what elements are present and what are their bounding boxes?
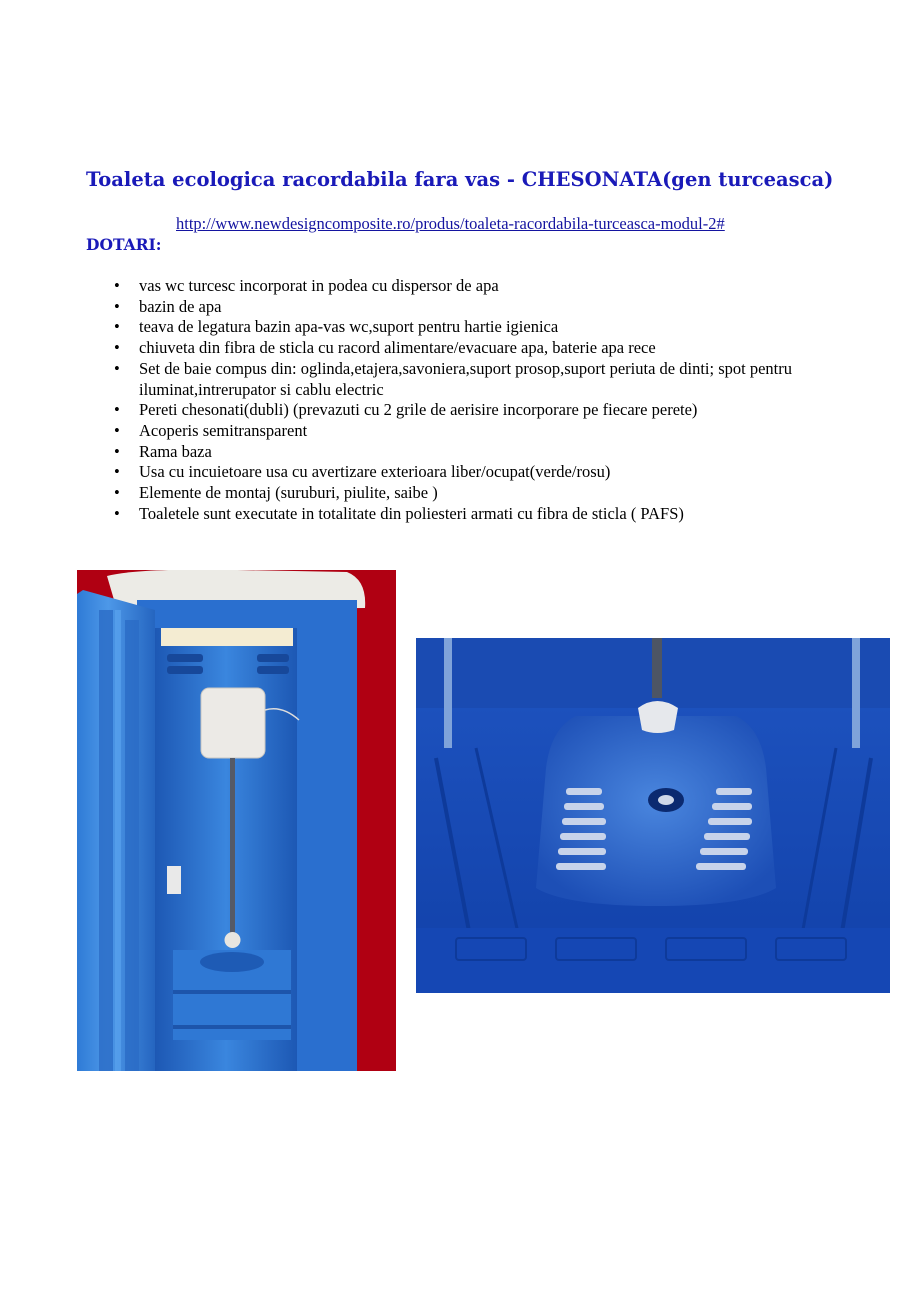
bullet: • [114,483,120,503]
list-item: • teava de legatura bazin apa-vas wc,suport pentru hartie igienica [114,317,559,337]
list-item: • Set de baie compus din: oglinda,etajera,savoniera,suport prosop,suport periuta de dinti; spot pentru iluminat,intrerupator si cablu electric [114,358,792,399]
product-link[interactable]: http://www.newdesigncomposite.ro/produs/toaleta-racordabila-turceasca-modul-2# [176,214,725,233]
bullet: • [114,400,120,420]
list-item: • Toaletele sunt executate in totalitate din poliesteri armati cu fibra de sticla ( PAFS) [114,503,684,523]
squat-toilet-photo [416,638,890,993]
bullet: • [114,358,120,378]
bullet: • [114,420,120,440]
list-item: • Elemente de montaj (suruburi, piulite, saibe ) [114,483,438,503]
bullet: • [114,503,120,523]
document-title: Toaleta ecologica racordabila fara vas - CHESONATA(gen turceasca) [86,168,834,191]
list-item: • vas wc turcesc incorporat in podea cu dispersor de apa [114,276,499,295]
list-item: • chiuveta din fibra de sticla cu racord alimentare/evacuare apa, baterie apa rece [114,338,656,358]
bullet: • [114,296,120,316]
cabin-photo [77,570,396,1071]
bullet: • [114,276,120,295]
list-item: • Rama baza [114,441,212,461]
list-item: • bazin de apa [114,296,222,316]
bullet: • [114,441,120,461]
equipment-list [114,276,874,524]
bullet: • [114,462,120,482]
list-item: • Pereti chesonati(dubli) (prevazuti cu 2 grile de aerisire incorporare pe fiecare perete) [114,400,698,420]
section-heading: DOTARI: [86,235,162,254]
bullet: • [114,338,120,358]
list-item: • Usa cu incuietoare usa cu avertizare exterioara liber/ocupat(verde/rosu) [114,462,611,482]
bullet: • [114,317,120,337]
list-item: • Acoperis semitransparent [114,420,308,440]
